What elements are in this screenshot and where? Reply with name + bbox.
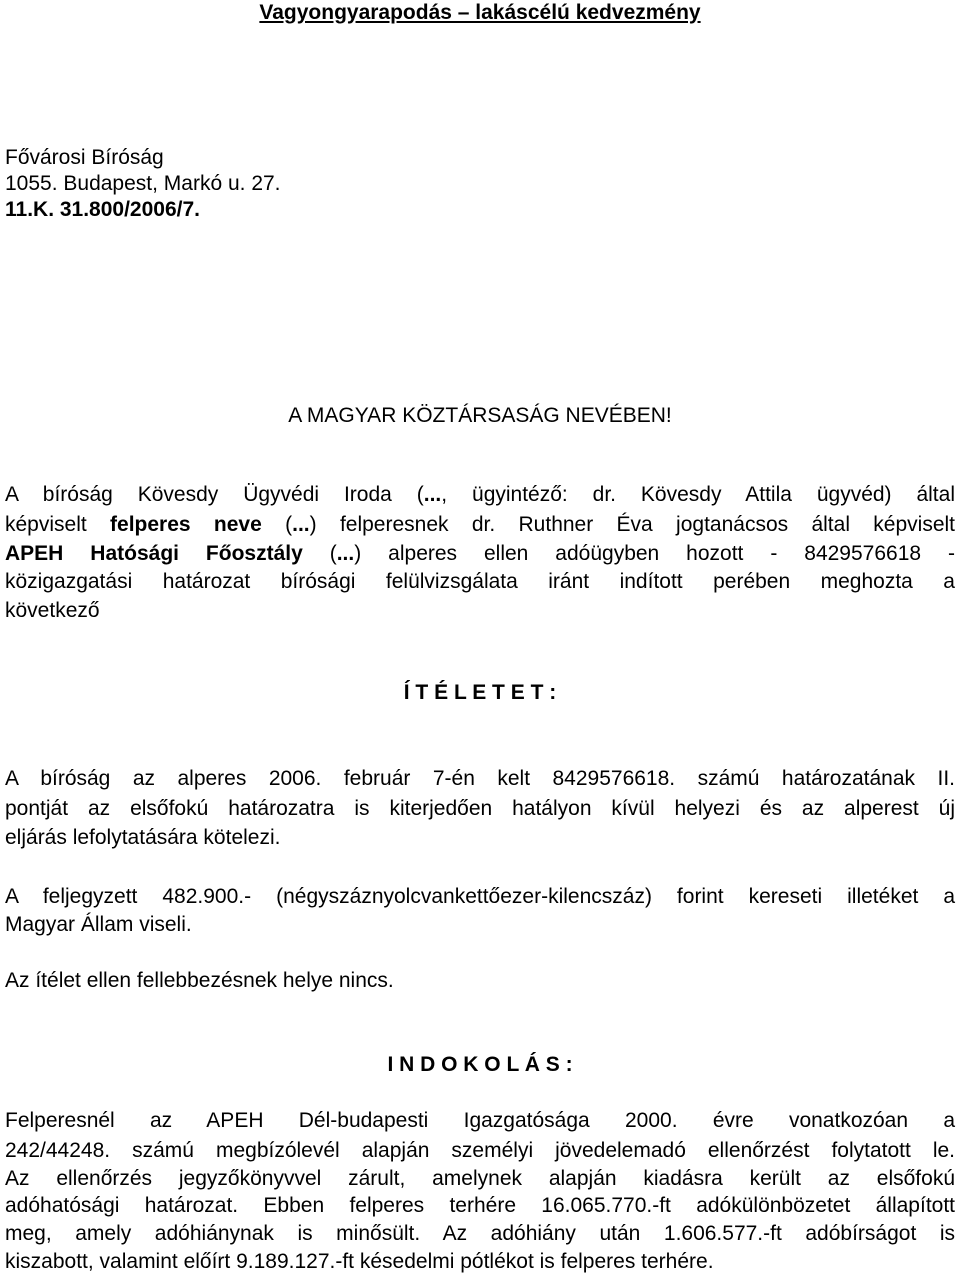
intro-line-3: APEH Hatósági Főosztály (...) alperes ellen adóügyben hozott - 8429576618 - [5, 542, 955, 565]
document-title: Vagyongyarapodás – lakáscélú kedvezmény [259, 1, 701, 24]
fee-line-2: Magyar Állam viseli. [5, 913, 192, 936]
reasoning-line-1: Felperesnél az APEH Dél-budapesti Igazgatósága 2000. évre vonatkozóan a [5, 1109, 955, 1132]
reasoning-line-3: Az ellenőrzés jegyzőkönyvvel zárult, amelynek alapján kiadásra került az elsőfokú [5, 1167, 955, 1190]
judgment-line-2: pontját az elsőfokú határozatra is kiterjedően hatályon kívül helyezi és az alperest új [5, 797, 955, 820]
case-number: 11.K. 31.800/2006/7. [5, 198, 200, 221]
reasoning-line-6: kiszabott, valamint előírt 9.189.127.-ft késedelmi pótlékot is felperes terhére. [5, 1250, 714, 1273]
judgment-heading: Í T É L E T E T : [403, 681, 557, 704]
court-address: 1055. Budapest, Markó u. 27. [5, 172, 281, 195]
fee-line-1: A feljegyzett 482.900.- (négyszáznyolcvankettőezer-kilencszáz) forint kereseti illetéket a [5, 885, 955, 908]
reasoning-line-4: adóhatósági határozat. Ebben felperes terhére 16.065.770.-ft adókülönbözetet állapított [5, 1194, 955, 1217]
court-name: Fővárosi Bíróság [5, 146, 164, 169]
appeal-statement: Az ítélet ellen fellebbezésnek helye nincs. [5, 969, 394, 992]
intro-line-5: következő [5, 599, 100, 622]
intro-line-2: képviselt felperes neve (...) felperesnek dr. Ruthner Éva jogtanácsos által képviselt [5, 513, 956, 536]
reasoning-line-2: 242/44248. számú megbízólevél alapján személyi jövedelemadó ellenőrzést folytatott le. [5, 1139, 955, 1162]
reasoning-heading: I N D O K O L Á S : [387, 1053, 573, 1076]
judgment-line-1: A bíróság az alperes 2006. február 7-én kelt 8429576618. számú határozatának II. [5, 767, 955, 790]
intro-line-1: A bíróság Kövesdy Ügyvédi Iroda (..., ügyintéző: dr. Kövesdy Attila ügyvéd) által [5, 483, 955, 506]
intro-line-4: közigazgatási határozat bírósági felülvizsgálata iránt indított perében meghozta a [5, 570, 955, 593]
reasoning-line-5: meg, amely adóhiánynak is minősült. Az adóhiány után 1.606.577.-ft adóbírságot is [5, 1222, 955, 1245]
judgment-line-3: eljárás lefolytatására kötelezi. [5, 826, 281, 849]
republic-heading: A MAGYAR KÖZTÁRSASÁG NEVÉBEN! [288, 404, 672, 427]
